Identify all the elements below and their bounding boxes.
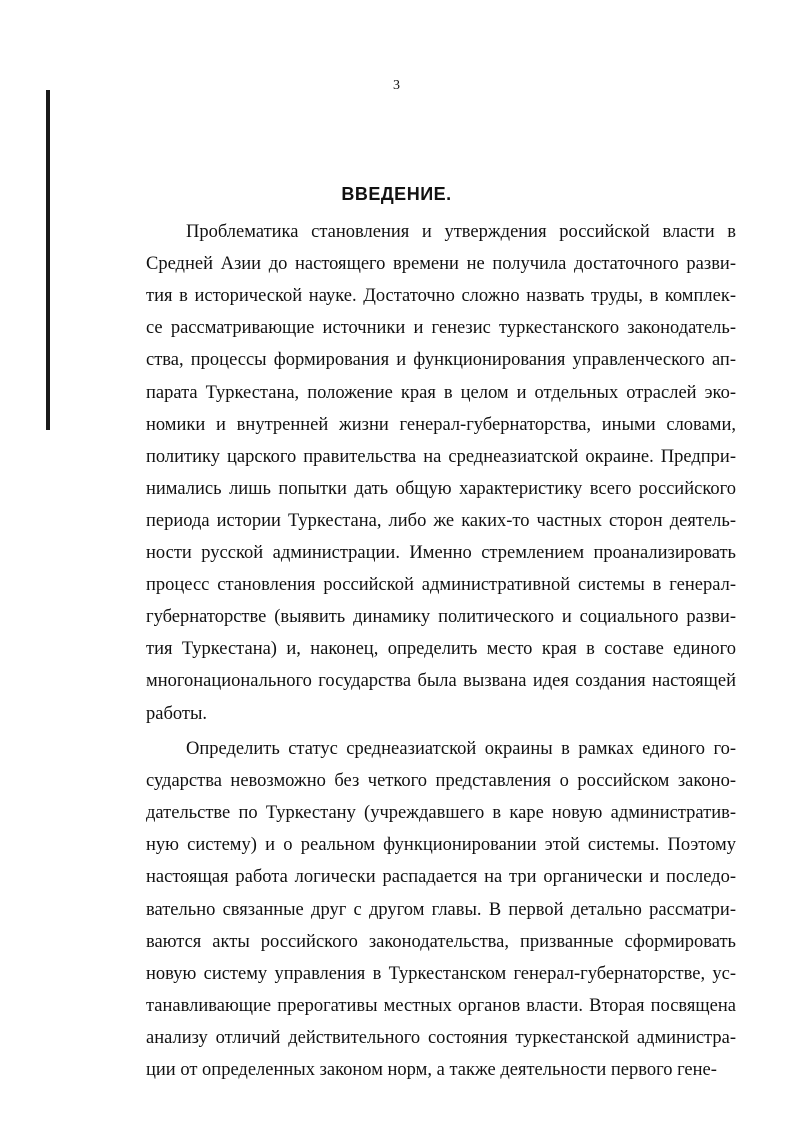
text-line: Определить статус среднеазиатской окраины в рамках единого го- [186,739,736,759]
text-line: Средней Азии до настоящего времени не получила достаточного разви- [146,254,736,274]
text-line: ства, процессы формирования и функционирования управленческого ап- [146,350,736,370]
text-line: ности русской администрации. Именно стремлением проанализировать [146,543,736,563]
text-line: дательстве по Туркестану (учреждавшего в каре новую административ- [146,803,736,823]
text-line: многонационального государства была вызвана идея создания настоящей [146,671,736,691]
text-line: процесс становления российской административной системы в генерал- [146,575,736,595]
text-line: вательно связанные друг с другом главы. В первой детально рассматри- [146,900,736,920]
text-line: парата Туркестана, положение края в целом и отдельных отраслей эко- [146,383,736,403]
text-line: танавливающие прерогативы местных органов власти. Вторая посвящена [146,996,736,1016]
text-line: политику царского правительства на среднеазиатской окраине. Предпри- [146,447,736,467]
text-line: сударства невозможно без четкого представления о российском законо- [146,771,736,791]
text-line: номики и внутренней жизни генерал-губернаторства, иными словами, [146,415,736,435]
text-line: ную систему) и о реальном функционировании этой системы. Поэтому [146,835,736,855]
text-line: ваются акты российского законодательства, призванные сформировать [146,932,736,952]
text-line: се рассматривающие источники и генезис туркестанского законодатель- [146,318,736,338]
text-line: работы. [146,704,208,724]
text-line: тия Туркестана) и, наконец, определить место края в составе единого [146,639,736,659]
page-title: ВВЕДЕНИЕ. [341,184,452,204]
text-line: нимались лишь попытки дать общую характеристику всего российского [146,479,736,499]
text-line: анализу отличий действительного состояния туркестанской администра- [146,1028,736,1048]
scan-margin-mark [46,90,50,430]
text-line: ции от определенных законом норм, а также деятельности первого гене- [146,1060,717,1080]
text-line: периода истории Туркестана, либо же каких-то частных сторон деятель- [146,511,736,531]
text-line: губернаторстве (выявить динамику политического и социального разви- [146,607,736,627]
page-number: 3 [393,78,400,93]
text-line: новую систему управления в Туркестанском генерал-губернаторстве, ус- [146,964,736,984]
text-line: Проблематика становления и утверждения российской власти в [186,222,736,242]
text-line: тия в исторической науке. Достаточно сложно назвать труды, в комплек- [146,286,736,306]
text-line: настоящая работа логически распадается на три органически и последо- [146,867,736,887]
